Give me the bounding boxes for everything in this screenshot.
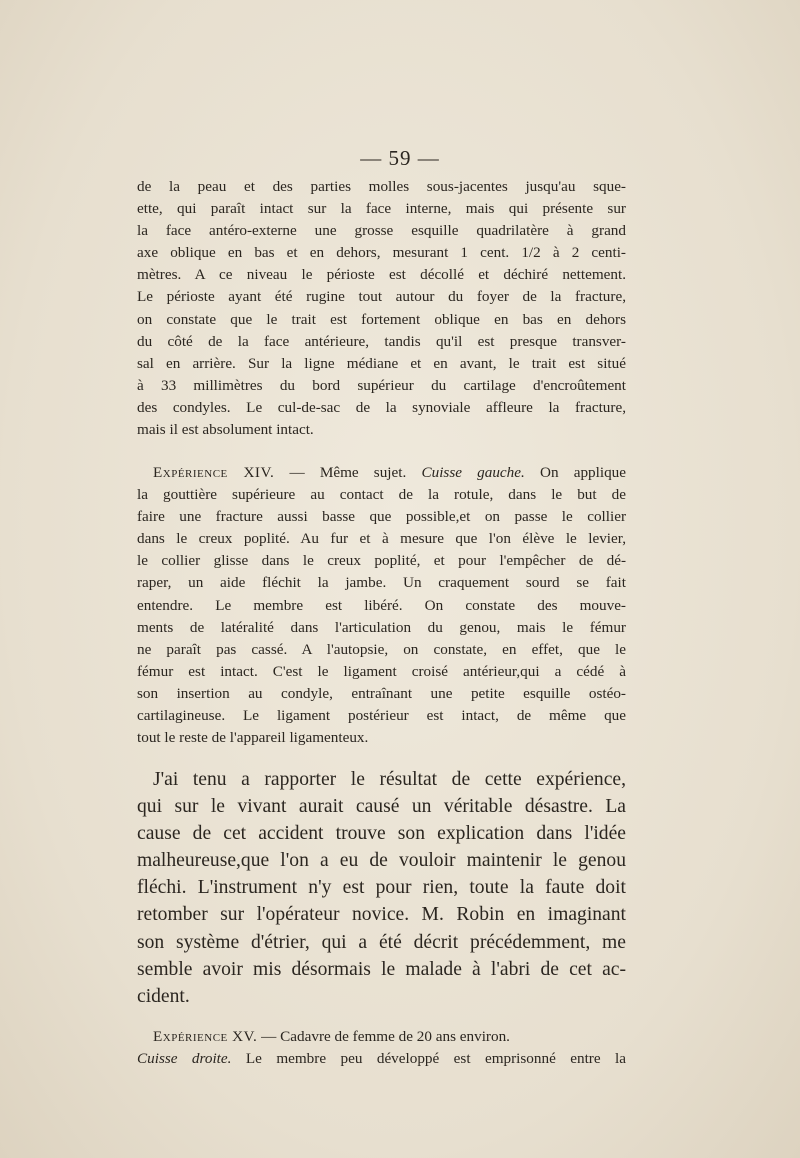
text-line: ments de latéralité dans l'articulation du genou, mais le fémur xyxy=(137,618,626,636)
text-line: faire une fracture aussi basse que possible,et on passe le collier xyxy=(137,508,626,526)
page-number: — 59 — xyxy=(360,146,440,170)
text-line: de la peau et des parties molles sous-jacentes jusqu'au sque- xyxy=(137,178,626,195)
text-line: retomber sur l'opérateur novice. M. Robin en imaginant xyxy=(137,904,626,926)
text-line: Expérience XV. — Cadavre de femme de 20 ans environ. xyxy=(153,1028,510,1045)
text-line: des condyles. Le cul-de-sac de la synoviale affleure la fracture, xyxy=(137,398,626,416)
paragraph-experience-14 xyxy=(137,462,626,749)
text-line: semble avoir mis désormais le malade à l'abri de cet ac- xyxy=(137,958,626,980)
text-line: entendre. Le membre est libéré. On constate des mouve- xyxy=(137,596,626,614)
text-line: Cuisse droite. Le membre peu développé est emprisonné entre la xyxy=(137,1050,626,1068)
text-line: Le périoste ayant été rugine tout autour du foyer de la fracture, xyxy=(137,288,626,306)
text-line: qui sur le vivant aurait causé un véritable désastre. La xyxy=(137,796,626,818)
text-line: sal en arrière. Sur la ligne médiane et en avant, le trait est situé xyxy=(137,354,626,372)
specimen-label: Cuisse gauche. xyxy=(421,464,525,481)
text-line: malheureuse,que l'on a eu de vouloir maintenir le genou xyxy=(137,850,626,872)
text-line: axe oblique en bas et en dehors, mesurant 1 cent. 1/2 à 2 centi- xyxy=(137,244,626,262)
paragraph-commentary xyxy=(137,766,626,1010)
paragraph-experience-15 xyxy=(137,1026,626,1070)
experience-heading: Expérience XV. xyxy=(153,1028,258,1045)
text-line: du côté de la face antérieure, tandis qu'il est presque transver- xyxy=(137,332,626,350)
paragraph-fracture-description xyxy=(137,176,626,441)
text-line: à 33 millimètres du bord supérieur du cartilage d'encroûtement xyxy=(137,376,626,394)
text-line: cause de cet accident trouve son explication dans l'idée xyxy=(137,823,626,845)
text-line: la face antéro-externe une grosse esquille quadrilatère à grand xyxy=(137,222,626,240)
experience-heading: Expérience XIV. xyxy=(153,464,275,481)
text-line: la gouttière supérieure au contact de la rotule, dans le but de xyxy=(137,486,626,504)
text-line: tout le reste de l'appareil ligamenteux. xyxy=(137,729,369,747)
text-line: fémur est intact. C'est le ligament croisé antérieur,qui a cédé à xyxy=(137,662,626,680)
text-line: mètres. A ce niveau le périoste est décollé et déchiré nettement. xyxy=(137,266,626,284)
text-line: mais il est absolument intact. xyxy=(137,421,314,439)
text-line: ette, qui paraît intact sur la face interne, mais qui présente sur xyxy=(137,200,626,218)
text-line: son système d'étrier, qui a été décrit précédemment, me xyxy=(137,931,626,953)
text-line: son insertion au condyle, entraînant une petite esquille ostéo- xyxy=(137,684,626,702)
text-line: raper, un aide fléchit la jambe. Un craquement sourd se fait xyxy=(137,574,626,592)
text-line: on constate que le trait est fortement oblique en bas en dehors xyxy=(137,310,626,328)
text-line: cident. xyxy=(137,985,190,1007)
text-line: ne paraît pas cassé. A l'autopsie, on constate, en effet, que le xyxy=(137,640,626,658)
text-line: le collier glisse dans le creux poplité, et pour l'empêcher de dé- xyxy=(137,552,626,570)
specimen-label: Cuisse droite. xyxy=(137,1050,232,1068)
text-line: J'ai tenu a rapporter le résultat de cette expérience, xyxy=(153,769,626,790)
text-line: fléchi. L'instrument n'y est pour rien, toute la faute doit xyxy=(137,877,626,899)
text-line: cartilagineuse. Le ligament postérieur est intact, de même que xyxy=(137,707,626,725)
text-line: Expérience XIV. — Même sujet. Cuisse gauche. On applique xyxy=(153,464,627,481)
text-line: dans le creux poplité. Au fur et à mesure que l'on élève le levier, xyxy=(137,530,626,548)
